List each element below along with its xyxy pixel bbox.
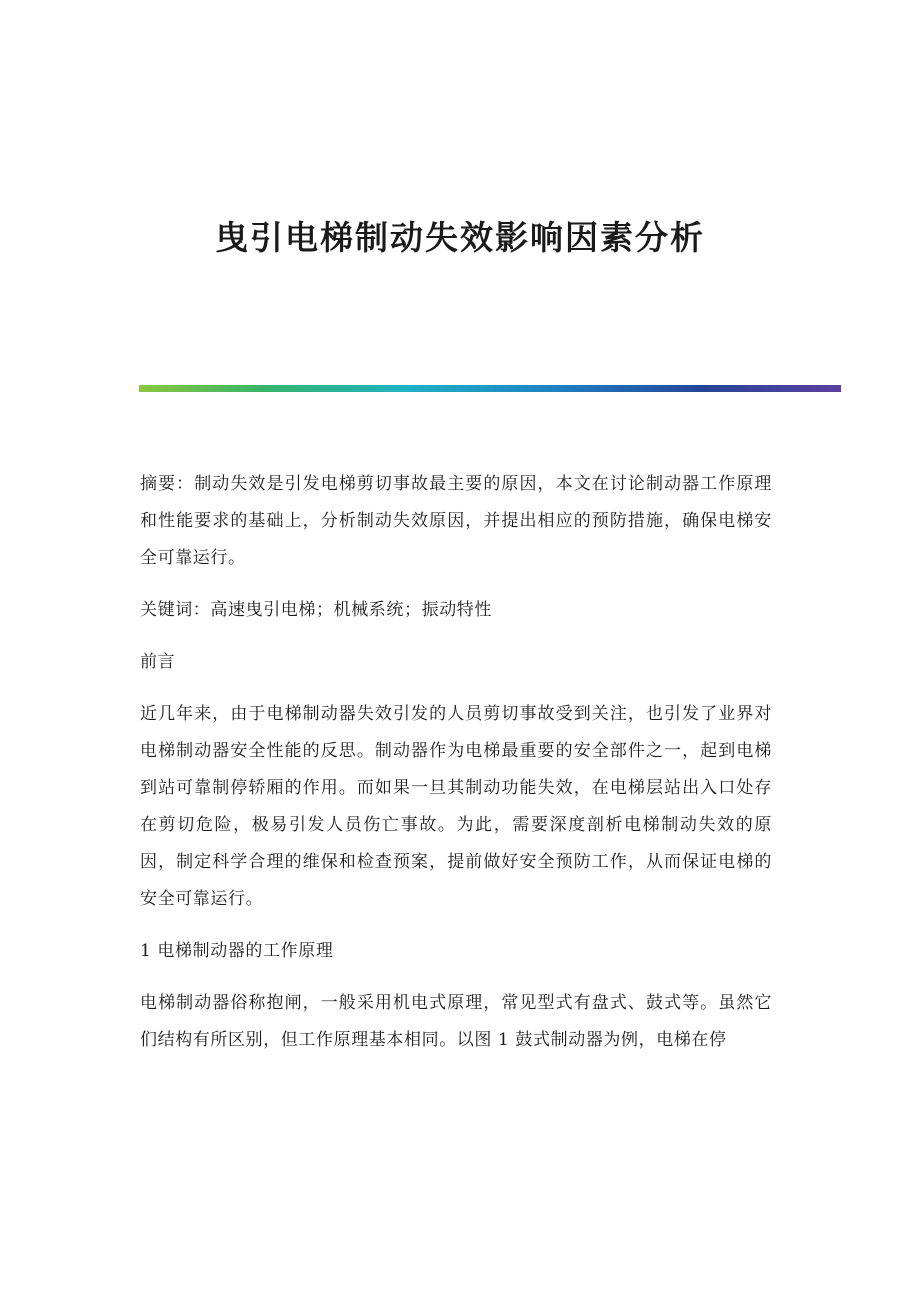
section-1-paragraph: 电梯制动器俗称抱闸，一般采用机电式原理，常见型式有盘式、鼓式等。虽然它们结构有所区别，但工作原理基本相同。以图 1 鼓式制动器为例，电梯在停 (140, 993, 772, 1050)
section-1-heading: 1 电梯制动器的工作原理 (140, 941, 334, 961)
document-title: 曳引电梯制动失效影响因素分析 (215, 218, 705, 257)
abstract-paragraph: 摘要：制动失效是引发电梯剪切事故最主要的原因，本文在讨论制动器工作原理和性能要求的基础上，分析制动失效原因，并提出相应的预防措施，确保电梯安全可靠运行。 (140, 474, 772, 568)
preface-paragraph: 近几年来，由于电梯制动器失效引发的人员剪切事故受到关注，也引发了业界对电梯制动器安全性能的反思。制动器作为电梯最重要的安全部件之一，起到电梯到站可靠制停轿厢的作用。而如果一旦其制动功能失效，在电梯层站出入口处存在剪切危险，极易引发人员伤亡事故。为此，需要深度剖析电梯制动失效的原因，制定科学合理的维保和检查预案，提前做好安全预防工作，从而保证电梯的安全可靠运行。 (140, 704, 772, 909)
preface-heading: 前言 (140, 652, 176, 672)
keywords-line: 关键词：高速曳引电梯；机械系统；振动特性 (140, 600, 492, 620)
document-body (140, 466, 772, 1059)
gradient-divider (139, 385, 841, 392)
